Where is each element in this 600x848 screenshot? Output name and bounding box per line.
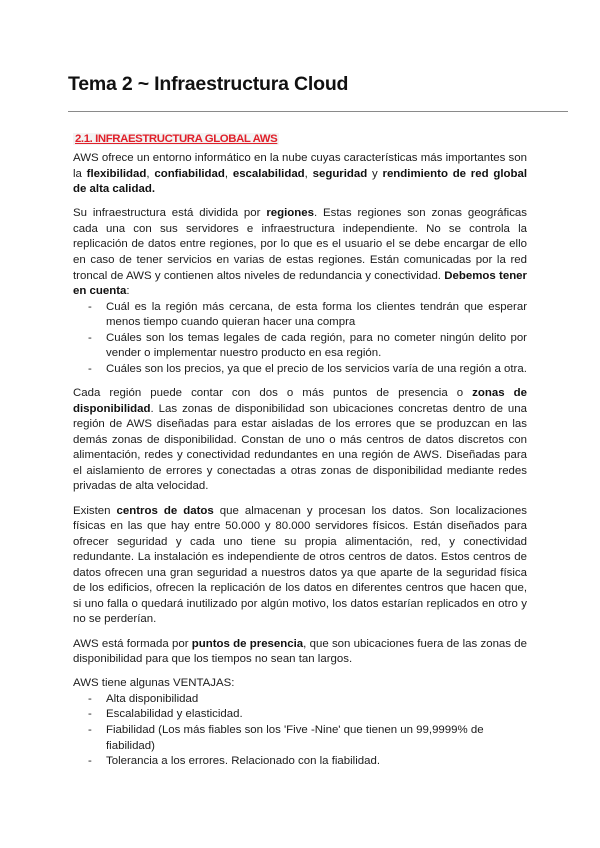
paragraph-data-centers: Existen centros de datos que almacenan y procesan los datos. Son localizaciones físicas en las que hay entre 50.000 y 80.000 servidores físicos. Están diseñados para ofrecer seguridad y cada uno tiene su propia alimentación, red, y conectividad redundante. La instalación es independiente de otros centros de datos. Estos centros de datos ofrecen una gran seguridad a nuestros datos ya que aparte de la seguridad física de los edificios, ofrecen la replicación de los datos en diferentes centros que hacen que, si uno falla o quedará inutilizado por algún motivo, los datos estarían replicados en otro y no se perderían.: [73, 504, 528, 626]
paragraph-aws-features: AWS ofrece un entorno informático en la nube cuyas características más importantes son la flexibilidad, confiabilidad, escalabilidad, seguridad y rendimiento de red global de alta calidad.: [73, 152, 528, 196]
considerations-list: [73, 300, 527, 378]
list-item: - Cuáles son los temas legales de cada región, para no cometer ningún delito por vender o implementar nuestro producto en esa región.: [73, 331, 527, 362]
page-title: Tema 2 ~ Infraestructura Cloud: [68, 73, 349, 95]
paragraph-points-of-presence: AWS está formada por puntos de presencia, que son ubicaciones fuera de las zonas de disponibilidad para que los tiempos no sean tan largos.: [73, 637, 527, 666]
advantages-list: [73, 692, 527, 770]
list-item: - Fiabilidad (Los más fiables son los 'Five -Nine' que tienen un 99,9999% de fiabilidad): [73, 723, 527, 754]
title-divider: [68, 111, 568, 112]
list-item: - Tolerancia a los errores. Relacionado con la fiabilidad.: [73, 754, 527, 770]
list-item: - Cuáles son los precios, ya que el precio de los servicios varía de una región a otra.: [73, 362, 527, 378]
section-heading: 2.1. INFRAESTRUCTURA GLOBAL AWS: [75, 133, 278, 145]
paragraph-regions: Su infraestructura está dividida por regiones. Estas regiones son zonas geográficas cada una con sus servidores e infraestructura independiente. No se controla la replicación de datos entre regiones, por lo que es el usuario el se debe encargar de ello en caso de tener servicios en varias de estas regiones. Están comunicadas por la red troncal de AWS y contienen altos niveles de redundancia y conectividad. Debemos tener en cuenta:: [73, 207, 528, 298]
list-item: - Escalabilidad y elasticidad.: [73, 707, 527, 723]
list-item: - Cuál es la región más cercana, de esta forma los clientes tendrán que esperar menos tiempo cuando quieran hacer una compra: [73, 300, 527, 331]
paragraph-availability-zones: Cada región puede contar con dos o más puntos de presencia o zonas de disponibilidad. Las zonas de disponibilidad son ubicaciones concretas dentro de una región de AWS diseñadas para estar aisladas de los errores que se produzcan en las demás zonas de disponibilidad. Constan de uno o más centros de datos discretos con alimentación, redes y conectividad redundantes en una región de AWS. Diseñadas para el aislamiento de errores y conectadas a otras zonas de disponibilidad mediante redes privadas de alta velocidad.: [73, 387, 527, 493]
advantages-intro: AWS tiene algunas VENTAJAS:: [73, 677, 235, 690]
list-item: - Alta disponibilidad: [73, 692, 527, 708]
document-body: [73, 151, 527, 778]
